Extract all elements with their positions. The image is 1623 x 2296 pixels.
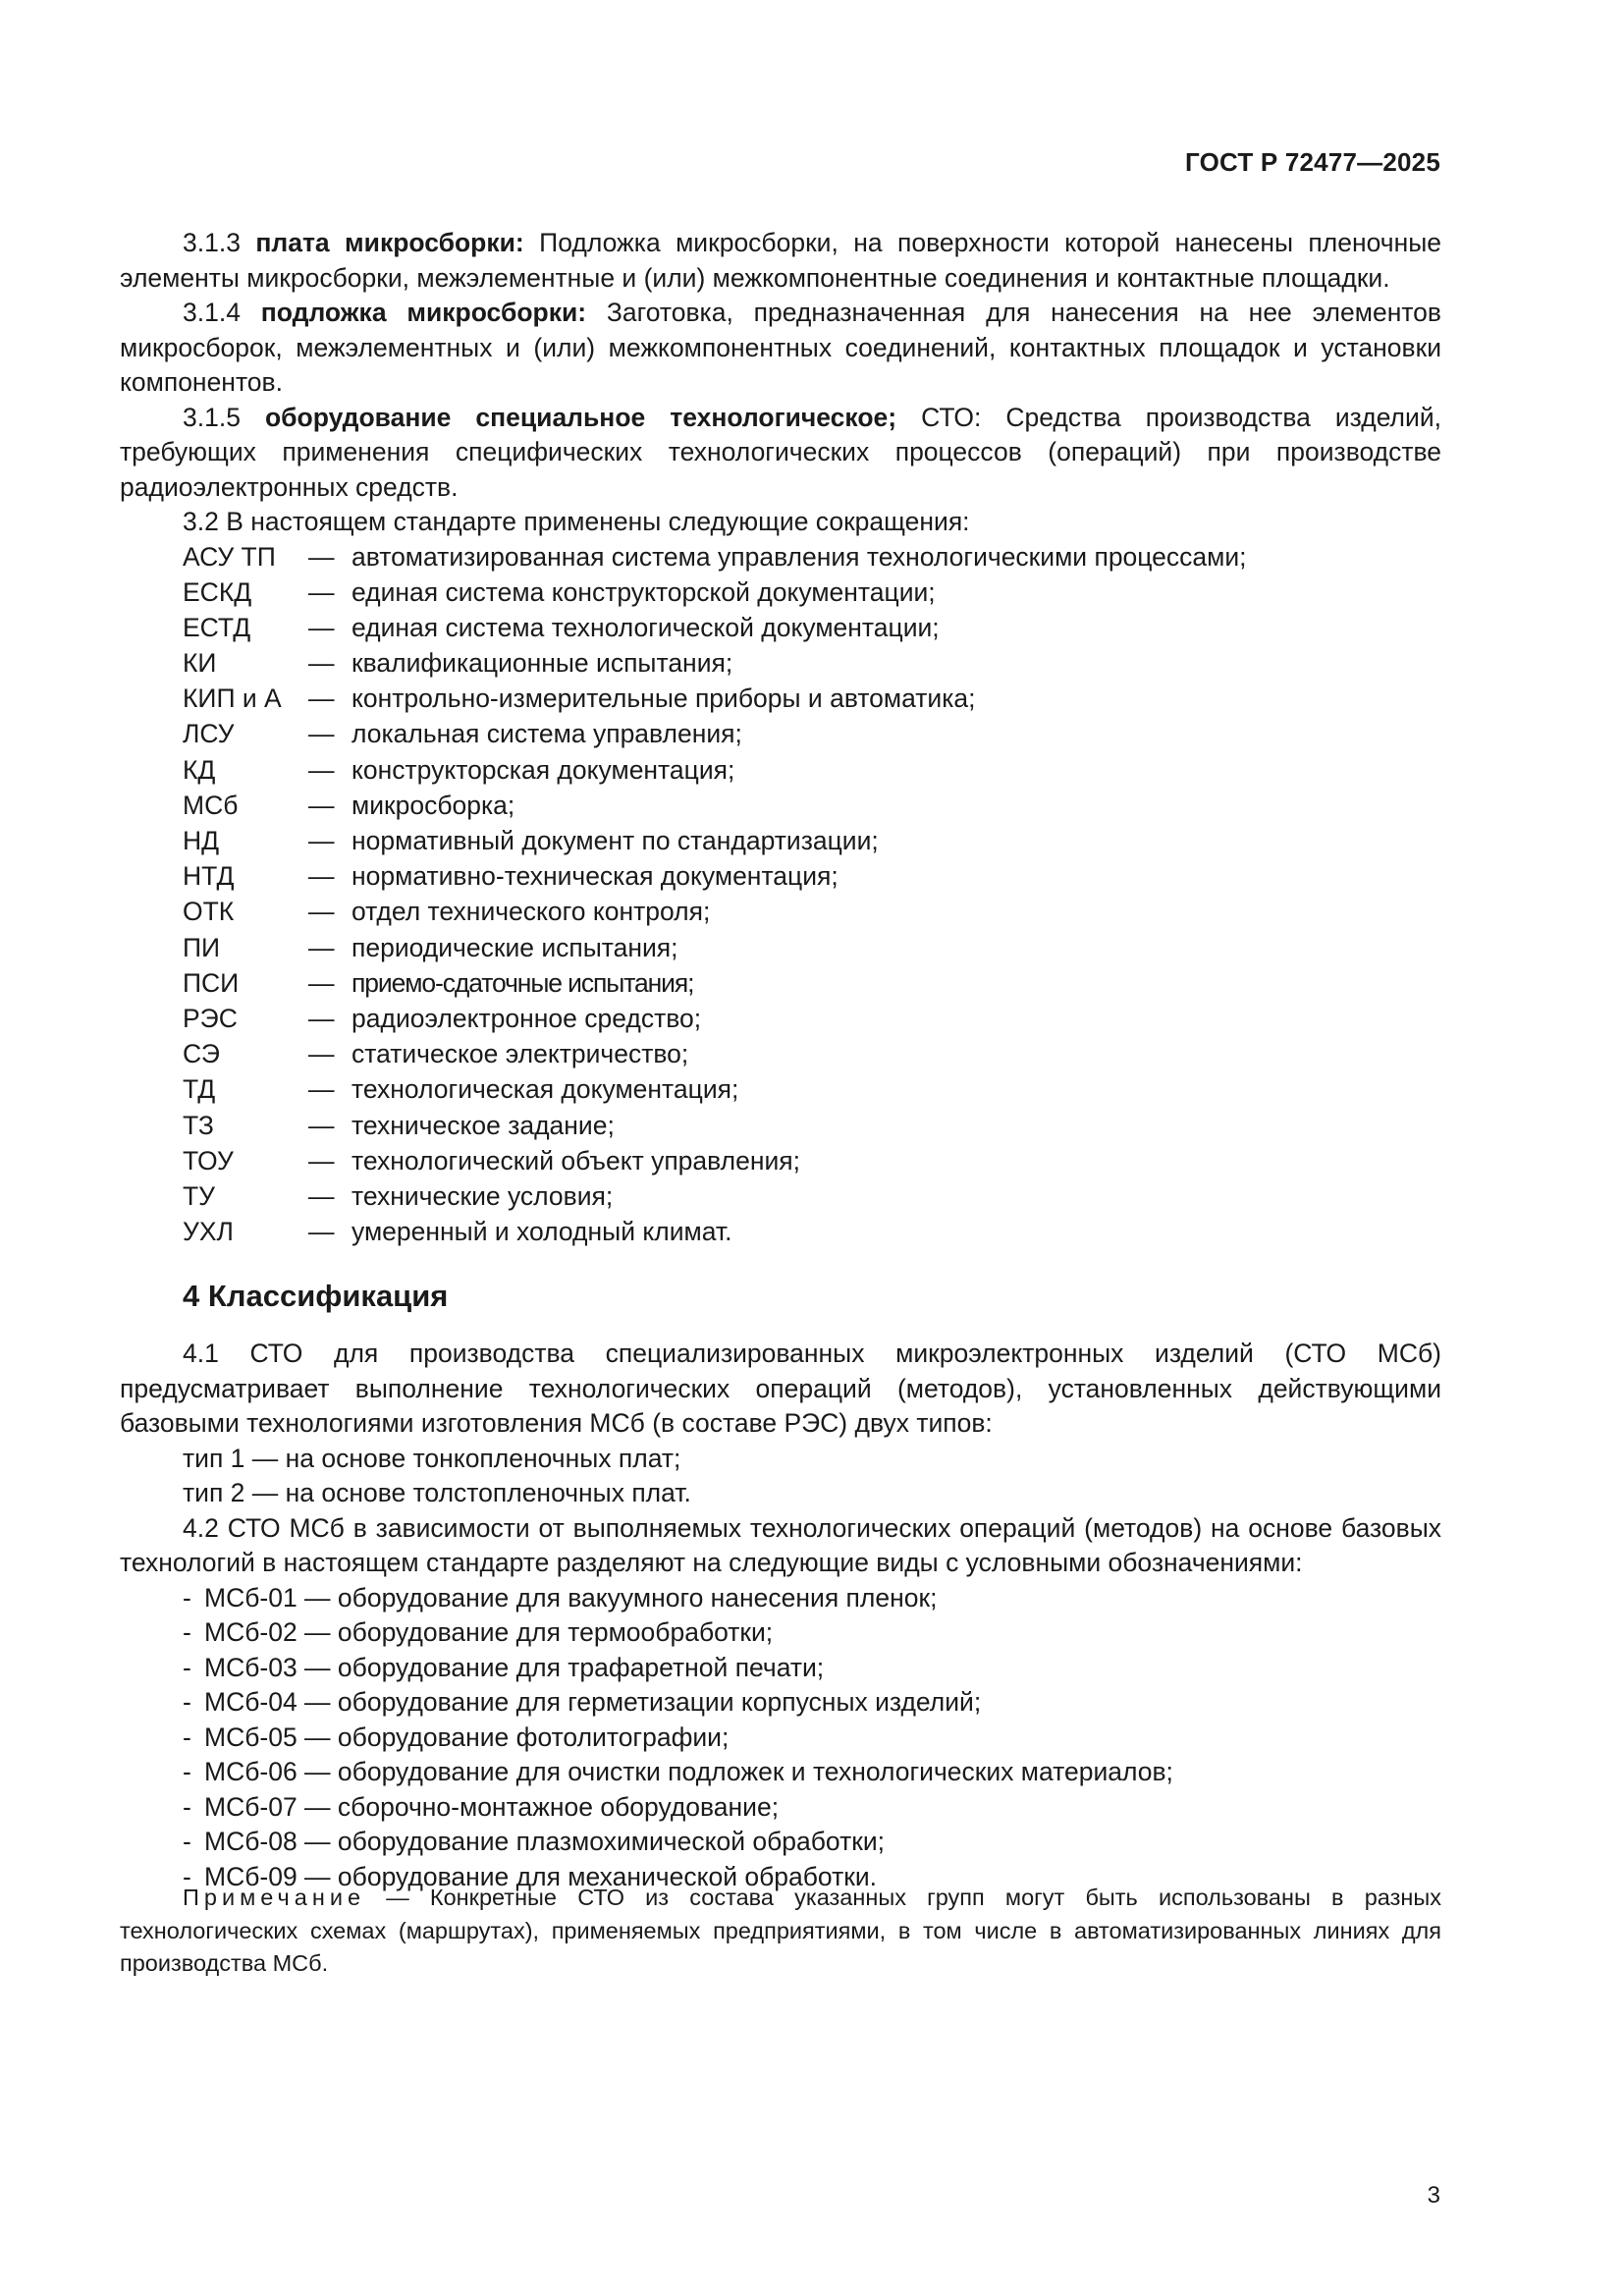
abbreviation-dash: — bbox=[308, 1039, 335, 1069]
abbreviations-list bbox=[120, 540, 1441, 1251]
bullet-dash: - bbox=[183, 1722, 191, 1752]
definition-text: Заготовка, предназначенная для нанесения на нее элементов микросборок, межэлементных и (или) межкомпонентных соединений, контактных площадок и установки компонентов. bbox=[120, 298, 1441, 397]
equipment-types-list bbox=[120, 1581, 1441, 1895]
abbreviation-term: КИ bbox=[183, 648, 217, 679]
abbreviation-definition: локальная система управления; bbox=[352, 719, 742, 749]
note-paragraph bbox=[120, 1882, 1441, 1981]
abbreviation-definition: нормативно-техническая документация; bbox=[352, 861, 839, 892]
abbreviation-dash: — bbox=[308, 1180, 335, 1211]
abbreviation-definition: техническое задание; bbox=[352, 1110, 615, 1140]
abbreviation-term: ЛСУ bbox=[183, 719, 235, 749]
definition-text: Подложка микросборки, на поверхности которой нанесены пленочные элементы микросборки, межэлементные и (или) межкомпонентные соединения и контактные площадки. bbox=[120, 228, 1441, 293]
definition-number: 3.1.5 bbox=[183, 402, 241, 432]
abbreviation-definition: радиоэлектронное средство; bbox=[352, 1003, 702, 1033]
definition-number: 3.1.3 bbox=[183, 228, 241, 257]
bullet-dash: - bbox=[183, 1861, 191, 1891]
definition-term: оборудование специальное технологическое; bbox=[264, 402, 897, 432]
abbreviation-term: НД bbox=[183, 826, 220, 855]
abbreviation-dash: — bbox=[308, 790, 335, 820]
abbreviation-term: КИП и А bbox=[183, 683, 282, 714]
list-item bbox=[183, 1755, 1441, 1790]
definition-term: подложка микросборки: bbox=[260, 298, 587, 327]
abbreviation-definition: периодические испытания; bbox=[352, 932, 678, 962]
list-item-text: МСб-05 — оборудование фотолитографии; bbox=[204, 1722, 730, 1752]
abbreviation-term: ЕСКД bbox=[183, 576, 252, 607]
type-2-line: тип 2 — на основе толстопленочных плат. bbox=[183, 1478, 691, 1507]
list-item-text: МСб-09 — оборудование для механической обработки. bbox=[204, 1861, 877, 1891]
list-item bbox=[183, 1615, 1441, 1651]
standard-code: ГОСТ Р 72477—2025 bbox=[1185, 147, 1440, 177]
abbreviation-dash: — bbox=[308, 612, 335, 642]
abbreviation-term: НТД bbox=[183, 861, 235, 892]
abbreviation-row bbox=[183, 753, 1441, 789]
definition-3-1-5 bbox=[120, 401, 1441, 506]
abbreviation-definition: отдел технического контроля; bbox=[352, 897, 711, 927]
abbreviation-row bbox=[183, 1002, 1441, 1037]
abbreviation-row bbox=[183, 1215, 1441, 1250]
paragraph-4-2: 4.2 СТО МСб в зависимости от выполняемых технологических операций (методов) на основе базовых технологий в настоящем стандарте разделяют на следующие виды с условными обозначениями: bbox=[120, 1512, 1441, 1577]
abbreviation-row bbox=[183, 1109, 1441, 1144]
list-item bbox=[183, 1825, 1441, 1860]
abbreviation-definition: технологическая документация; bbox=[352, 1074, 739, 1105]
abbreviation-dash: — bbox=[308, 1217, 335, 1247]
bullet-dash: - bbox=[183, 1582, 191, 1613]
list-item bbox=[183, 1685, 1441, 1721]
type-1-line: тип 1 — на основе тонкопленочных плат; bbox=[183, 1443, 681, 1473]
abbreviation-dash: — bbox=[308, 826, 335, 855]
abbreviation-term: ЕСТД bbox=[183, 612, 251, 642]
bullet-dash: - bbox=[183, 1687, 191, 1717]
definition-3-1-3 bbox=[120, 226, 1441, 296]
abbreviation-row bbox=[183, 859, 1441, 895]
abbreviation-term: ТУ bbox=[183, 1180, 216, 1211]
list-item-text: МСб-04 — оборудование для герметизации корпусных изделий; bbox=[204, 1687, 982, 1717]
abbreviation-definition: квалификационные испытания; bbox=[352, 648, 733, 679]
abbreviation-row bbox=[183, 646, 1441, 682]
abbreviation-definition: приемо-сдаточные испытания; bbox=[352, 967, 694, 998]
abbreviation-term: ТЗ bbox=[183, 1110, 214, 1140]
list-item-text: МСб-03 — оборудование для трафаретной печати; bbox=[204, 1652, 825, 1682]
abbreviation-row bbox=[183, 575, 1441, 611]
abbreviation-term: ТОУ bbox=[183, 1145, 234, 1175]
list-item-text: МСб-01 — оборудование для вакуумного нанесения пленок; bbox=[204, 1582, 938, 1613]
abbreviation-term: МСб bbox=[183, 790, 239, 820]
abbreviation-definition: нормативный документ по стандартизации; bbox=[352, 826, 879, 855]
abbreviation-dash: — bbox=[308, 861, 335, 892]
abbreviation-term: КД bbox=[183, 754, 216, 785]
abbreviation-definition: автоматизированная система управления технологическими процессами; bbox=[352, 541, 1247, 572]
abbreviation-dash: — bbox=[308, 1145, 335, 1175]
definition-text: СТО: Средства производства изделий, требующих применения специфических технологических процессов (операций) при производстве радиоэлектронных средств. bbox=[120, 402, 1441, 502]
bullet-dash: - bbox=[183, 1791, 191, 1822]
abbreviation-definition: единая система конструкторской документации; bbox=[352, 576, 936, 607]
abbreviation-definition: микросборка; bbox=[352, 790, 515, 820]
abbreviation-dash: — bbox=[308, 541, 335, 572]
bullet-dash: - bbox=[183, 1757, 191, 1786]
abbreviation-row bbox=[183, 611, 1441, 646]
page-number: 3 bbox=[1427, 2182, 1440, 2209]
list-item bbox=[183, 1651, 1441, 1686]
note-text: — Конкретные СТО из состава указанных групп могут быть использованы в разных технологических схемах (маршрутах), применяемых предприятиями, в том числе в автоматизированных линиях для производства МСб. bbox=[120, 1885, 1441, 1976]
abbreviation-dash: — bbox=[308, 1003, 335, 1033]
abbreviation-dash: — bbox=[308, 683, 335, 714]
abbreviation-row bbox=[183, 1144, 1441, 1179]
list-item bbox=[183, 1790, 1441, 1826]
abbreviation-row bbox=[183, 931, 1441, 966]
abbreviation-definition: умеренный и холодный климат. bbox=[352, 1217, 732, 1247]
abbreviation-dash: — bbox=[308, 648, 335, 679]
list-item bbox=[183, 1721, 1441, 1756]
abbreviation-row bbox=[183, 540, 1441, 575]
abbreviations-intro: 3.2 В настоящем стандарте применены следующие сокращения: bbox=[183, 507, 970, 536]
abbreviation-definition: контрольно-измерительные приборы и автоматика; bbox=[352, 683, 976, 714]
abbreviation-dash: — bbox=[308, 967, 335, 998]
abbreviation-term: АСУ ТП bbox=[183, 541, 276, 572]
list-item-text: МСб-06 — оборудование для очистки подложек и технологических материалов; bbox=[204, 1757, 1173, 1786]
definition-term: плата микросборки: bbox=[255, 228, 524, 257]
definitions-block bbox=[120, 226, 1441, 1250]
abbreviation-term: ПСИ bbox=[183, 967, 240, 998]
list-item bbox=[183, 1581, 1441, 1616]
note-label: Примечание bbox=[183, 1885, 366, 1910]
abbreviation-definition: технологический объект управления; bbox=[352, 1145, 800, 1175]
abbreviation-term: ОТК bbox=[183, 897, 235, 927]
abbreviation-row bbox=[183, 789, 1441, 824]
list-item-text: МСб-02 — оборудование для термообработки; bbox=[204, 1617, 774, 1647]
abbreviation-term: ТД bbox=[183, 1074, 216, 1105]
abbreviation-row bbox=[183, 682, 1441, 717]
section-heading: 4 Классификация bbox=[183, 1279, 449, 1313]
bullet-dash: - bbox=[183, 1652, 191, 1682]
classification-block bbox=[120, 1337, 1441, 1894]
paragraph-4-1: 4.1 СТО для производства специализированных микроэлектронных изделий (СТО МСб) предусматривает выполнение технологических операций (методов), установленных действующими базовыми технологиями изготовления МСб (в составе РЭС) двух типов: bbox=[120, 1339, 1441, 1438]
abbreviation-definition: единая система технологической документации; bbox=[352, 612, 940, 642]
abbreviation-dash: — bbox=[308, 754, 335, 785]
abbreviation-dash: — bbox=[308, 932, 335, 962]
abbreviation-dash: — bbox=[308, 897, 335, 927]
abbreviation-definition: статическое электричество; bbox=[352, 1039, 689, 1069]
abbreviation-definition: технические условия; bbox=[352, 1180, 614, 1211]
list-item-text: МСб-08 — оборудование плазмохимической обработки; bbox=[204, 1827, 885, 1856]
abbreviation-row bbox=[183, 824, 1441, 859]
abbreviation-row bbox=[183, 1037, 1441, 1072]
bullet-dash: - bbox=[183, 1827, 191, 1856]
abbreviation-term: СЭ bbox=[183, 1039, 220, 1069]
definition-number: 3.1.4 bbox=[183, 298, 241, 327]
abbreviation-term: УХЛ bbox=[183, 1217, 234, 1247]
bullet-dash: - bbox=[183, 1617, 191, 1647]
abbreviation-row bbox=[183, 966, 1441, 1002]
abbreviation-row bbox=[183, 895, 1441, 930]
abbreviation-row bbox=[183, 1179, 1441, 1215]
definition-3-1-4 bbox=[120, 296, 1441, 401]
abbreviation-row bbox=[183, 717, 1441, 752]
abbreviation-term: РЭС bbox=[183, 1003, 238, 1033]
abbreviation-dash: — bbox=[308, 719, 335, 749]
list-item-text: МСб-07 — сборочно-монтажное оборудование; bbox=[204, 1791, 780, 1822]
abbreviation-dash: — bbox=[308, 576, 335, 607]
abbreviation-dash: — bbox=[308, 1074, 335, 1105]
abbreviation-row bbox=[183, 1072, 1441, 1108]
abbreviation-definition: конструкторская документация; bbox=[352, 754, 735, 785]
abbreviation-dash: — bbox=[308, 1110, 335, 1140]
abbreviation-term: ПИ bbox=[183, 932, 221, 962]
